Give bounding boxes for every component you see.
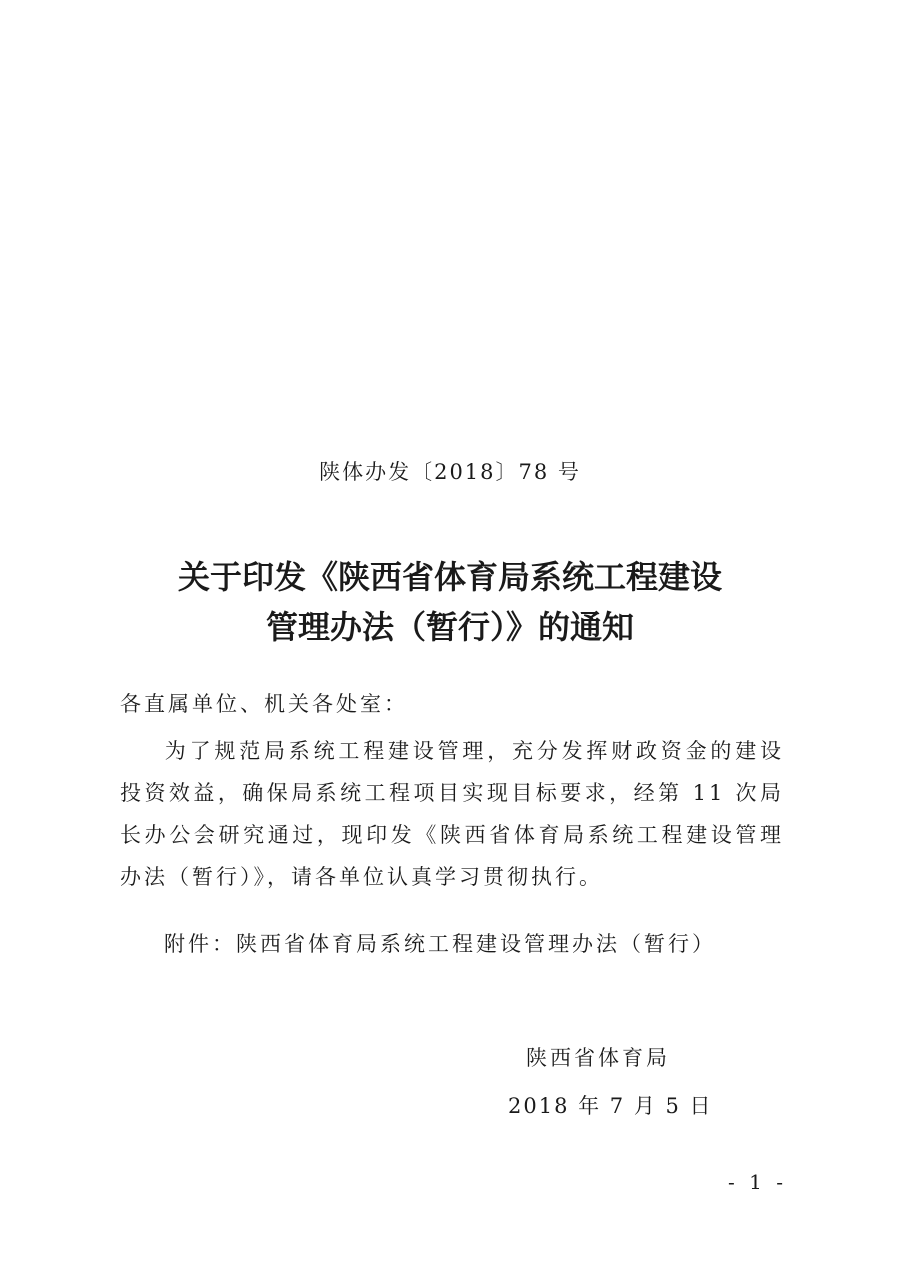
issue-date: 2018 年 7 月 5 日	[508, 1094, 713, 1118]
salutation: 各直属单位、机关各处室：	[120, 692, 408, 716]
body-text: 为了规范局系统工程建设管理，充分发挥财政资金的建设投资效益，确保局系统工程项目实现目标要求，经第 11 次局长办公会研究通过，现印发《陕西省体育局系统工程建设管理办法（暂行）》，请各单位认真学习贯彻执行。	[120, 739, 784, 889]
attachment-line: 附件：陕西省体育局系统工程建设管理办法（暂行）	[164, 932, 716, 956]
title-line-2: 管理办法（暂行）》的通知	[265, 608, 634, 646]
issuer-signature: 陕西省体育局	[526, 1046, 670, 1070]
document-number: 陕体办发〔2018〕78 号	[319, 460, 581, 484]
page-number: - 1 -	[728, 1170, 787, 1194]
document-title	[0, 552, 900, 652]
body-paragraph	[120, 730, 784, 898]
title-line-1: 关于印发《陕西省体育局系统工程建设	[177, 558, 722, 596]
